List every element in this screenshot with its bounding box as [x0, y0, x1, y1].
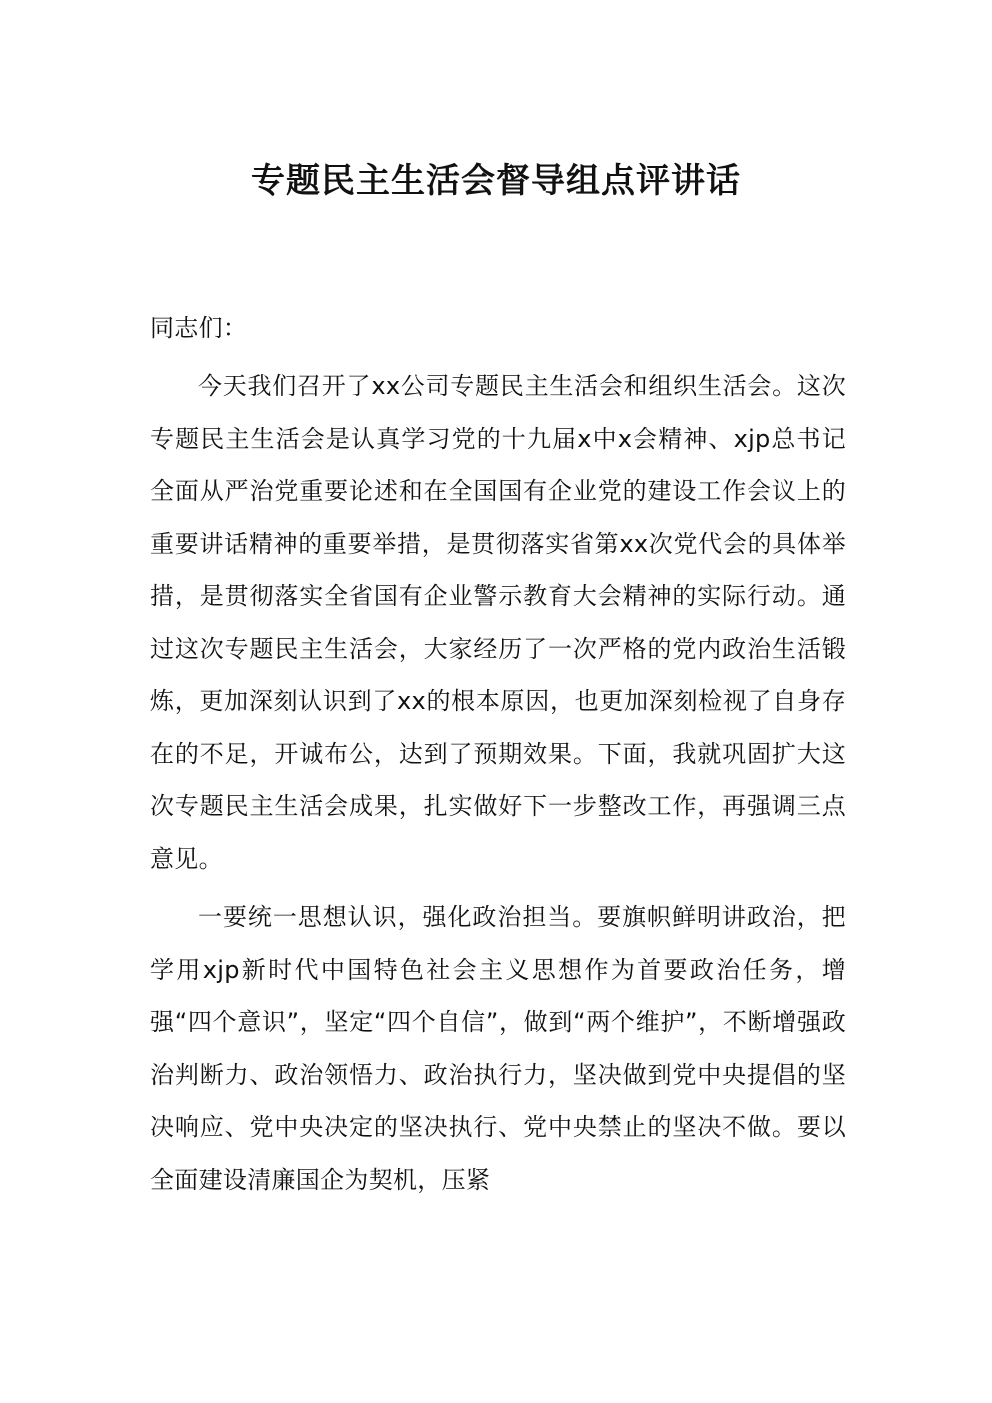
paragraph-point-one: 一要统一思想认识，强化政治担当。要旗帜鲜明讲政治，把学用xjp新时代中国特色社会主义思想作为首要政治任务，增强“四个意识”，坚定“四个自信”，做到“两个维护”，不断增强政治判断力、政治领悟力、政治执行力，坚决做到党中央提倡的坚决响应、党中央决定的坚决执行、党中央禁止的坚决不做。要以全面建设清廉国企为契机，压紧	[150, 903, 846, 1194]
paragraph-intro: 今天我们召开了xx公司专题民主生活会和组织生活会。这次专题民主生活会是认真学习党的十九届x中x会精神、xjp总书记全面从严治党重要论述和在全国国有企业党的建设工作会议上的重要讲话精神的重要举措，是贯彻落实省第xx次党代会的具体举措，是贯彻落实全省国有企业警示教育大会精神的实际行动。通过这次专题民主生活会，大家经历了一次严格的党内政治生活锻炼，更加深刻认识到了xx的根本原因，也更加深刻检视了自身存在的不足，开诚布公，达到了预期效果。下面，我就巩固扩大这次专题民主生活会成果，扎实做好下一步整改工作，再强调三点意见。	[150, 372, 846, 873]
salutation: 同志们：	[150, 314, 248, 342]
document-body	[150, 302, 846, 1206]
document-title: 专题民主生活会督导组点评讲话	[251, 161, 741, 201]
